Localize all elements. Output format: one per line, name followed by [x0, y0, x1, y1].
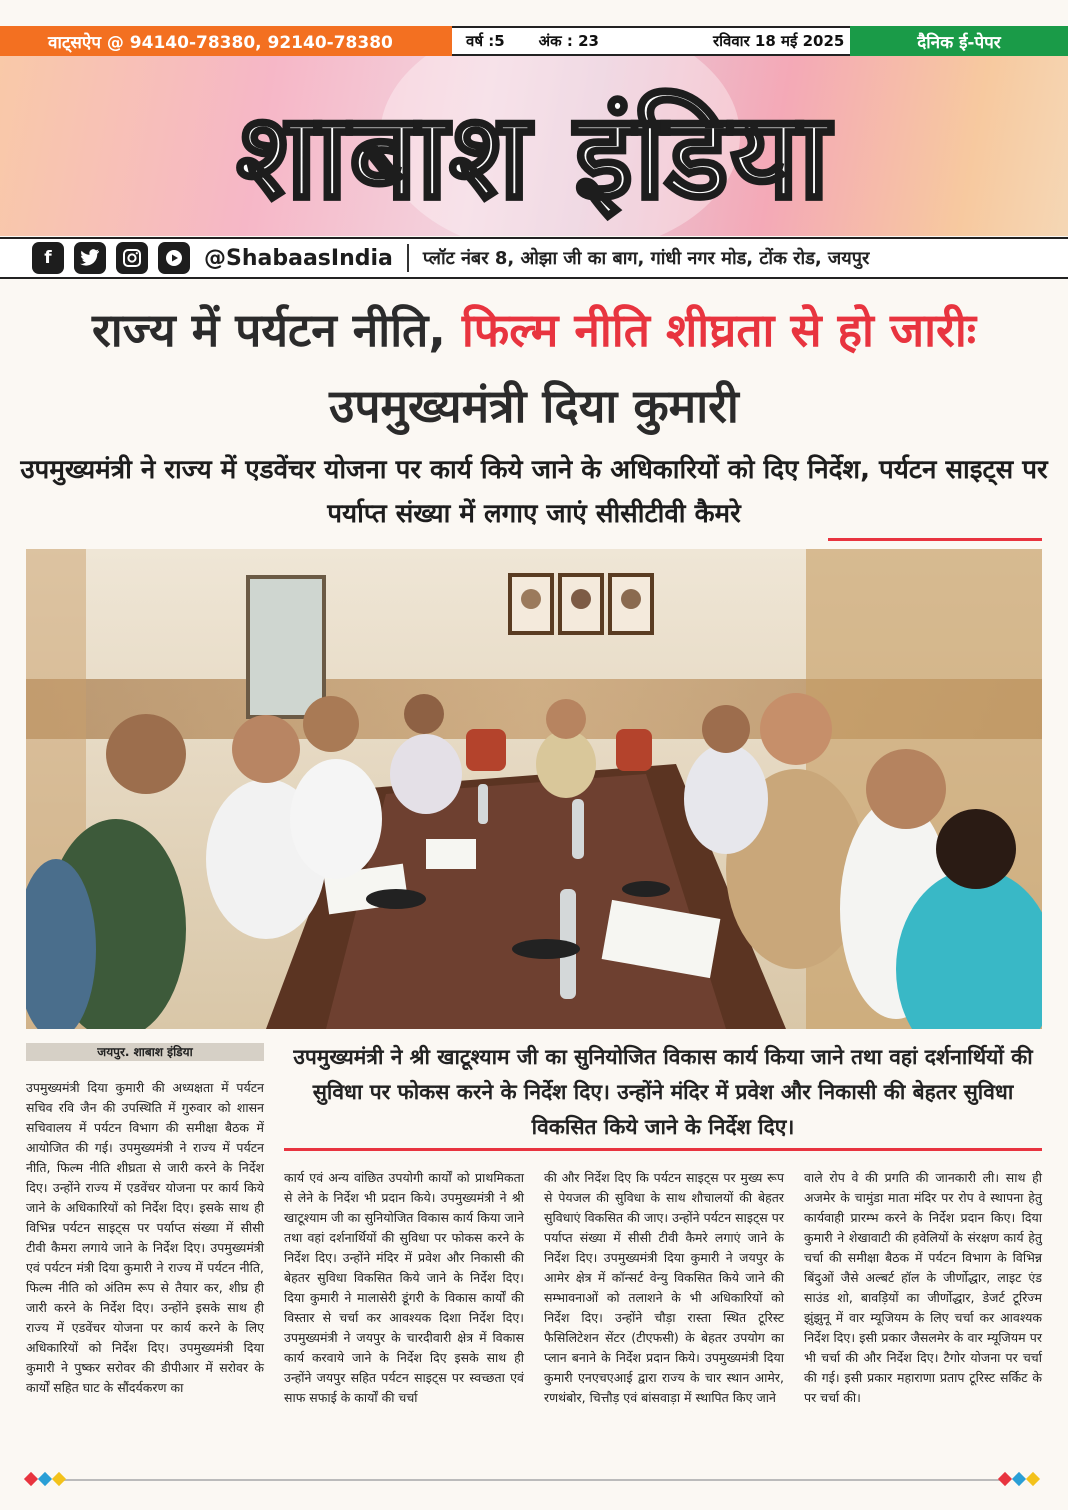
footer-diamond — [998, 1472, 1012, 1486]
social-icons — [0, 242, 190, 274]
divider — [407, 244, 409, 272]
accent-rule — [828, 538, 1042, 541]
footer-diamond — [38, 1472, 52, 1486]
article-column-4: वाले रोप वे की प्रगति की जानकारी ली। साथ ही अजमेर के चामुंडा माता मंदिर पर रोप वे स्थापना हेतु कार्यवाही प्रारम्भ करने के निर्देश प्रदान किए। दिया कुमारी ने शेखावाटी की हवेलियों के संरक्षण कार्य हेतु चर्चा की समीक्षा बैठक में पर्यटन विभाग के विभिन्न बिंदुओं जैसे अल्बर्ट हॉल के जीर्णोद्धार, लाइट एंड साउंड शो, बावड़ियों का जीर्णोद्धार, डेजर्ट टूरिज्म झुंझुनू में वार म्यूजियम के लिए चर्चा कर आवश्यक निर्देश दिए। इसी प्रकार जैसलमेर के वार म्यूजियम पर भी चर्चा की और निर्देश दिए। टैगोर योजना पर चर्चा की गई। इसी प्रकार महाराणा प्रताप टूरिस्ट सर्किट के पर चर्चा की। — [804, 1170, 1042, 1405]
main-headline — [20, 292, 1048, 444]
pull-quote: उपमुख्यमंत्री ने श्री खाटूश्याम जी का सुनियोजित विकास कार्य किया जाने तथा वहां दर्शनार्थियों की सुविधा पर फोकस करने के निर्देश दिए। उन्होंने मंदिर में प्रवेश और निकासी की बेहतर सुविधा विकसित किये जाने के निर्देश दिए। — [293, 1045, 1033, 1139]
article-column-3: की और निर्देश दिए कि पर्यटन साइट्स पर मुख्य रूप से पेयजल की सुविधा के साथ शौचालयों की बेहतर सुविधाएं विकसित की जाए। उन्होंने पर्यटन साइट्स पर पर्याप्त संख्या में सीसी टीवी कैमरे लगाएं जाने के निर्देश दिए। उपमुख्यमंत्री दिया कुमारी ने जयपुर के आमेर क्षेत्र में कॉन्सर्ट वेन्यु विकसित किये जाने की सम्भावनाओं को तलाशने के भी अधिकारियों को निर्देश दिए। उन्होंने चौड़ा रास्ता स्थित टूरिस्ट फैसिलिटेशन सेंटर (टीएफसी) के बेहतर उपयोग का प्लान बनाने के निर्देश प्रदान किये। उपमुख्यमंत्री दिया कुमारी एनएचएआई द्वारा राज्य के चार स्थान आमेर, रणथंबोर, चित्तौड़ एवं बांसवाड़ा में स्थापित किए जाने — [544, 1170, 784, 1405]
footer-diamond — [24, 1472, 38, 1486]
social-bar — [0, 237, 1068, 279]
twitter-icon[interactable] — [74, 242, 106, 274]
year-label: वर्ष :5 — [466, 32, 505, 50]
article-column-2: कार्य एवं अन्य वांछित उपयोगी कार्यों को प्राथमिकता से लेने के निर्देश भी प्रदान किये। उपमुख्यमंत्री ने श्री खाटूश्याम जी का सुनियोजित विकास कार्य किया जाने तथा वहां दर्शनार्थियों की सुविधा पर फोकस करने के निर्देश दिए। उन्होंने मंदिर में प्रवेश और निकासी की बेहतर सुविधा विकसित किये जाने के निर्देश दिए। दिया कुमारी ने मालासेरी डूंगरी के विकास कार्यों की विस्तार से चर्चा कर आवश्यक दिशा निर्देश दिए। उपमुख्यमंत्री ने जयपुर के चारदीवारी क्षेत्र में विकास कार्य करवाये जाने के निर्देश दिए इसके साथ ही उन्होंने जयपुर सहित पर्यटन साइट्स पर स्वच्छता एवं साफ सफाई के कार्यों की चर्चा — [284, 1170, 524, 1405]
top-info-bar — [0, 26, 1068, 56]
newspaper-title: शाबाश इंडिया — [236, 87, 832, 225]
instagram-icon[interactable] — [116, 242, 148, 274]
footer-rule — [60, 1479, 1008, 1481]
date-label: रविवार 18 मई 2025 — [712, 32, 845, 50]
office-address: प्लॉट नंबर 8, ओझा जी का बाग, गांधी नगर मोड, टोंक रोड, जयपुर — [422, 248, 870, 269]
youtube-icon[interactable] — [158, 242, 190, 274]
edition-label: दैनिक ई-पेपर — [850, 26, 1068, 56]
facebook-icon[interactable]: f — [32, 242, 64, 274]
social-handle[interactable]: @ShabaasIndia — [204, 245, 393, 271]
headline-part-1: राज्य में पर्यटन नीति, — [91, 303, 462, 357]
issue-label: अंक : 23 — [538, 32, 599, 50]
masthead — [0, 56, 1068, 236]
footer-diamond — [1012, 1472, 1026, 1486]
article-column-1: उपमुख्यमंत्री दिया कुमारी की अध्यक्षता में पर्यटन सचिव रवि जैन की उपस्थिति में गुरुवार को शासन सचिवालय में पर्यटन विभाग की समीक्षा बैठक में आयोजित की गई। उपमुख्यमंत्री ने राज्य में पर्यटन नीति, फिल्म नीति शीघ्रता से जारी करने के निर्देश दिए। उन्होंने राज्य में एडवेंचर योजना पर कार्य किये जाने के अधिकारियों को निर्देश दिए। इसके साथ ही विभिन्न पर्यटन साइट्स पर पर्याप्त संख्या में सीसी टीवी कैमरा लगाये जाने के निर्देश दिए। उपमुख्यमंत्री एवं पर्यटन मंत्री दिया कुमारी ने राज्य में पर्यटन नीति, फिल्म नीति को अंतिम रूप से तैयार कर, शीघ्र ही जारी करने के निर्देश दिए। उन्होंने इसके साथ ही राज्य में एडवेंचर योजना पर कार्य करने के लिए अधिकारियों को निर्देश दिए। उपमुख्यमंत्री दिया कुमारी ने पुष्कर सरोवर की डीपीआर में सरोवर के कार्यों सहित घाट के सौंदर्यकरण का — [26, 1080, 264, 1395]
byline: जयपुर. शाबाश इंडिया — [26, 1043, 264, 1061]
footer-diamond — [52, 1472, 66, 1486]
issue-info — [452, 26, 850, 56]
footer-diamond — [1026, 1472, 1040, 1486]
whatsapp-contact: वाट्सऐप @ 94140-78380, 92140-78380 — [0, 26, 452, 56]
meeting-photo — [26, 549, 1042, 1029]
sub-headline: उपमुख्यमंत्री ने राज्य में एडवेंचर योजना पर कार्य किये जाने के अधिकारियों को दिए निर्देश, पर्यटन साइट्स पर पर्याप्त संख्या में लगाए जाएं सीसीटीवी कैमरे — [20, 455, 1048, 529]
pull-quote-rule — [284, 1148, 1042, 1151]
headline-part-3: उपमुख्यमंत्री दिया कुमारी — [329, 379, 739, 433]
headline-part-red: फिल्म नीति शीघ्रता से हो जारीः — [461, 303, 977, 357]
